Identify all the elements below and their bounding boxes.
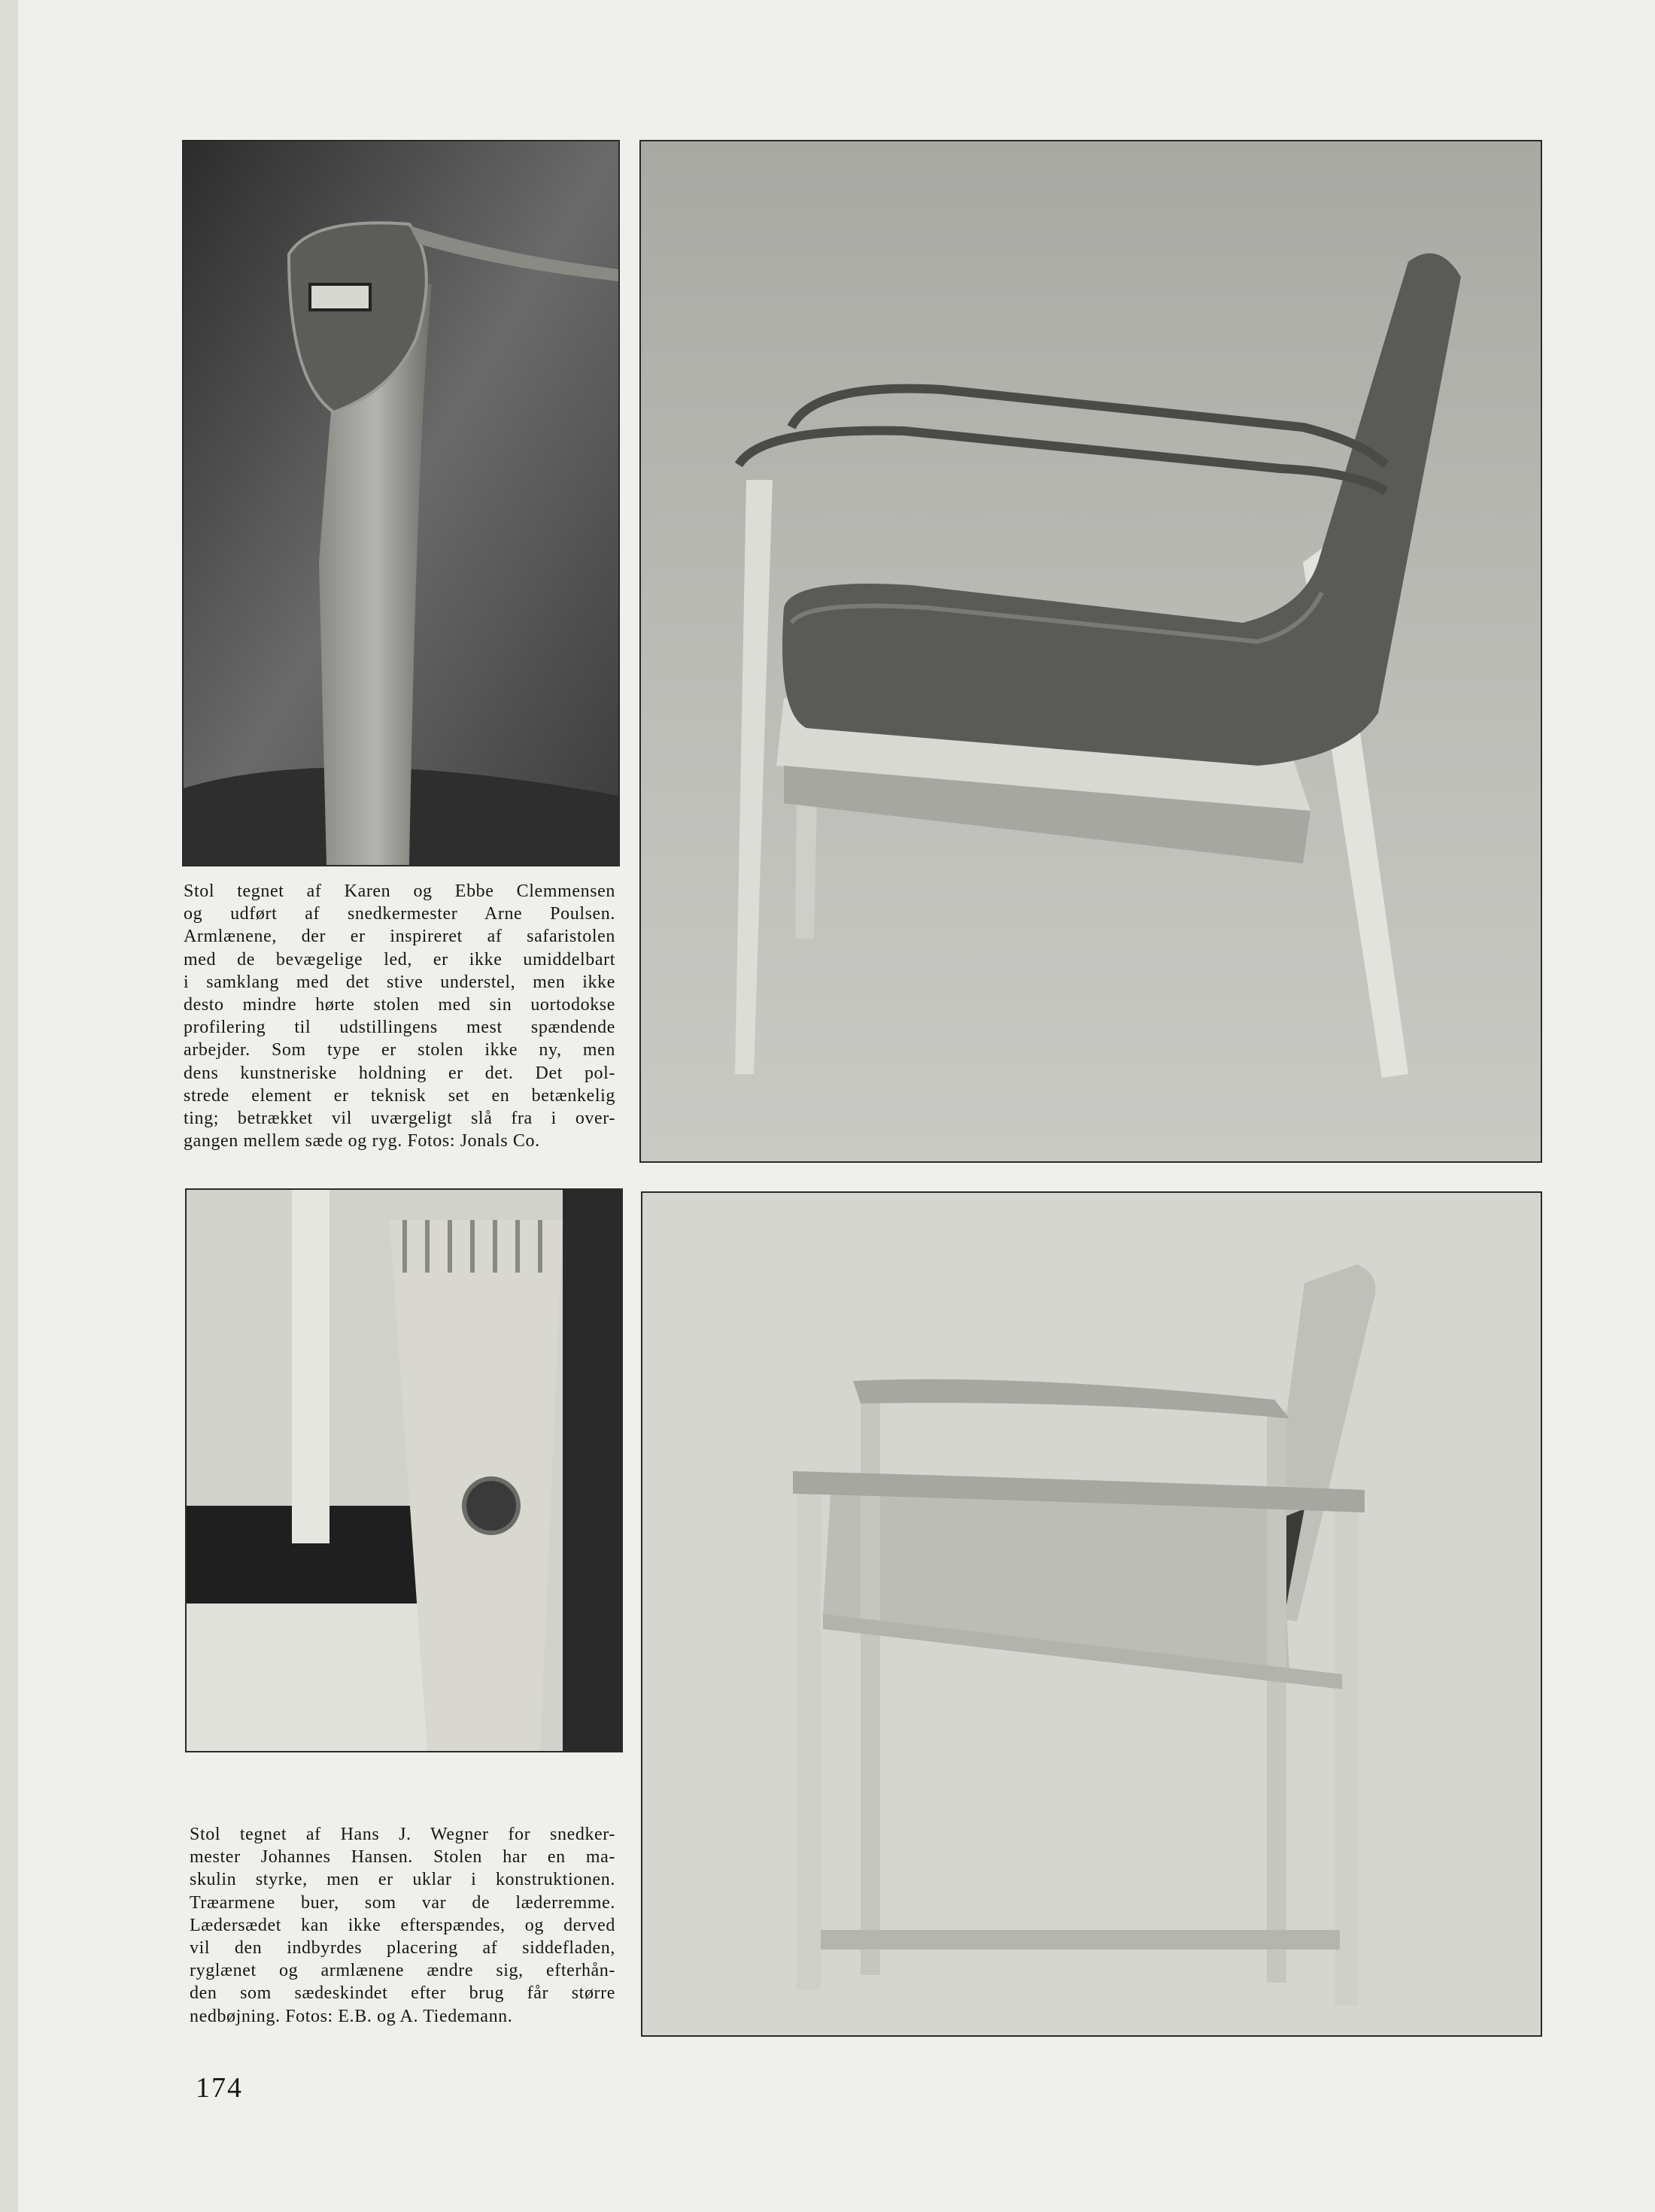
caption-line: dens kunstneriske holdning er det. Det pol-: [184, 1063, 615, 1083]
photo-chair-wegner: [641, 1191, 1542, 2037]
caption-line: Stol tegnet af Karen og Ebbe Clemmensen: [184, 881, 615, 901]
caption-line: den som sædeskindet efter brug får større: [190, 1983, 615, 2004]
caption-line: Træarmene buer, som var de læderremme.: [190, 1892, 615, 1913]
caption-line: ryglænet og armlænene ændre sig, efterhån-: [190, 1961, 615, 1981]
armrest-detail-illustration: [184, 141, 618, 865]
caption-line: desto mindre hørte stolen med sin uortodokse: [184, 995, 615, 1015]
chair-wegner-illustration: [642, 1193, 1541, 2035]
caption-line: Lædersædet kan ikke efterspændes, og derved: [190, 1915, 615, 1935]
caption-line: mester Johannes Hansen. Stolen har en ma-: [190, 1847, 615, 1868]
page-number: 174: [196, 2072, 243, 2104]
caption-line: Armlænene, der er inspireret af safaristolen: [184, 927, 615, 947]
caption-line: ting; betrækket vil uværgeligt slå fra i over-: [184, 1109, 615, 1129]
joint-detail-illustration: [187, 1190, 621, 1751]
caption-line: gangen mellem sæde og ryg. Fotos: Jonals Co.: [184, 1131, 540, 1152]
caption-line: i samklang med det stive understel, men ikke: [184, 972, 615, 992]
caption-line: vil den indbyrdes placering af siddefladen,: [190, 1938, 615, 1959]
caption-wegner-chair: [190, 1823, 615, 2028]
caption-line: med de bevægelige led, er ikke umiddelbart: [184, 949, 615, 969]
caption-line: arbejder. Som type er stolen ikke ny, men: [184, 1040, 615, 1060]
caption-line: profilering til udstillingens mest spændende: [184, 1018, 615, 1038]
caption-line: Stol tegnet af Hans J. Wegner for snedker-: [190, 1825, 615, 1844]
caption-line: nedbøjning. Fotos: E.B. og A. Tiedemann.: [190, 2006, 513, 2026]
chair-clemmensen-illustration: [641, 141, 1541, 1161]
photo-armrest-detail: [182, 140, 620, 866]
caption-line: strede element er teknisk set en betænkelig: [184, 1085, 615, 1106]
photo-chair-clemmensen: [639, 140, 1542, 1163]
magazine-page: [18, 0, 1655, 2212]
caption-line: og udført af snedkermester Arne Poulsen.: [184, 904, 615, 924]
caption-clemmensen-chair: [184, 880, 615, 1152]
photo-joint-detail: [185, 1188, 623, 1752]
caption-line: skulin styrke, men er uklar i konstruktionen.: [190, 1870, 615, 1890]
